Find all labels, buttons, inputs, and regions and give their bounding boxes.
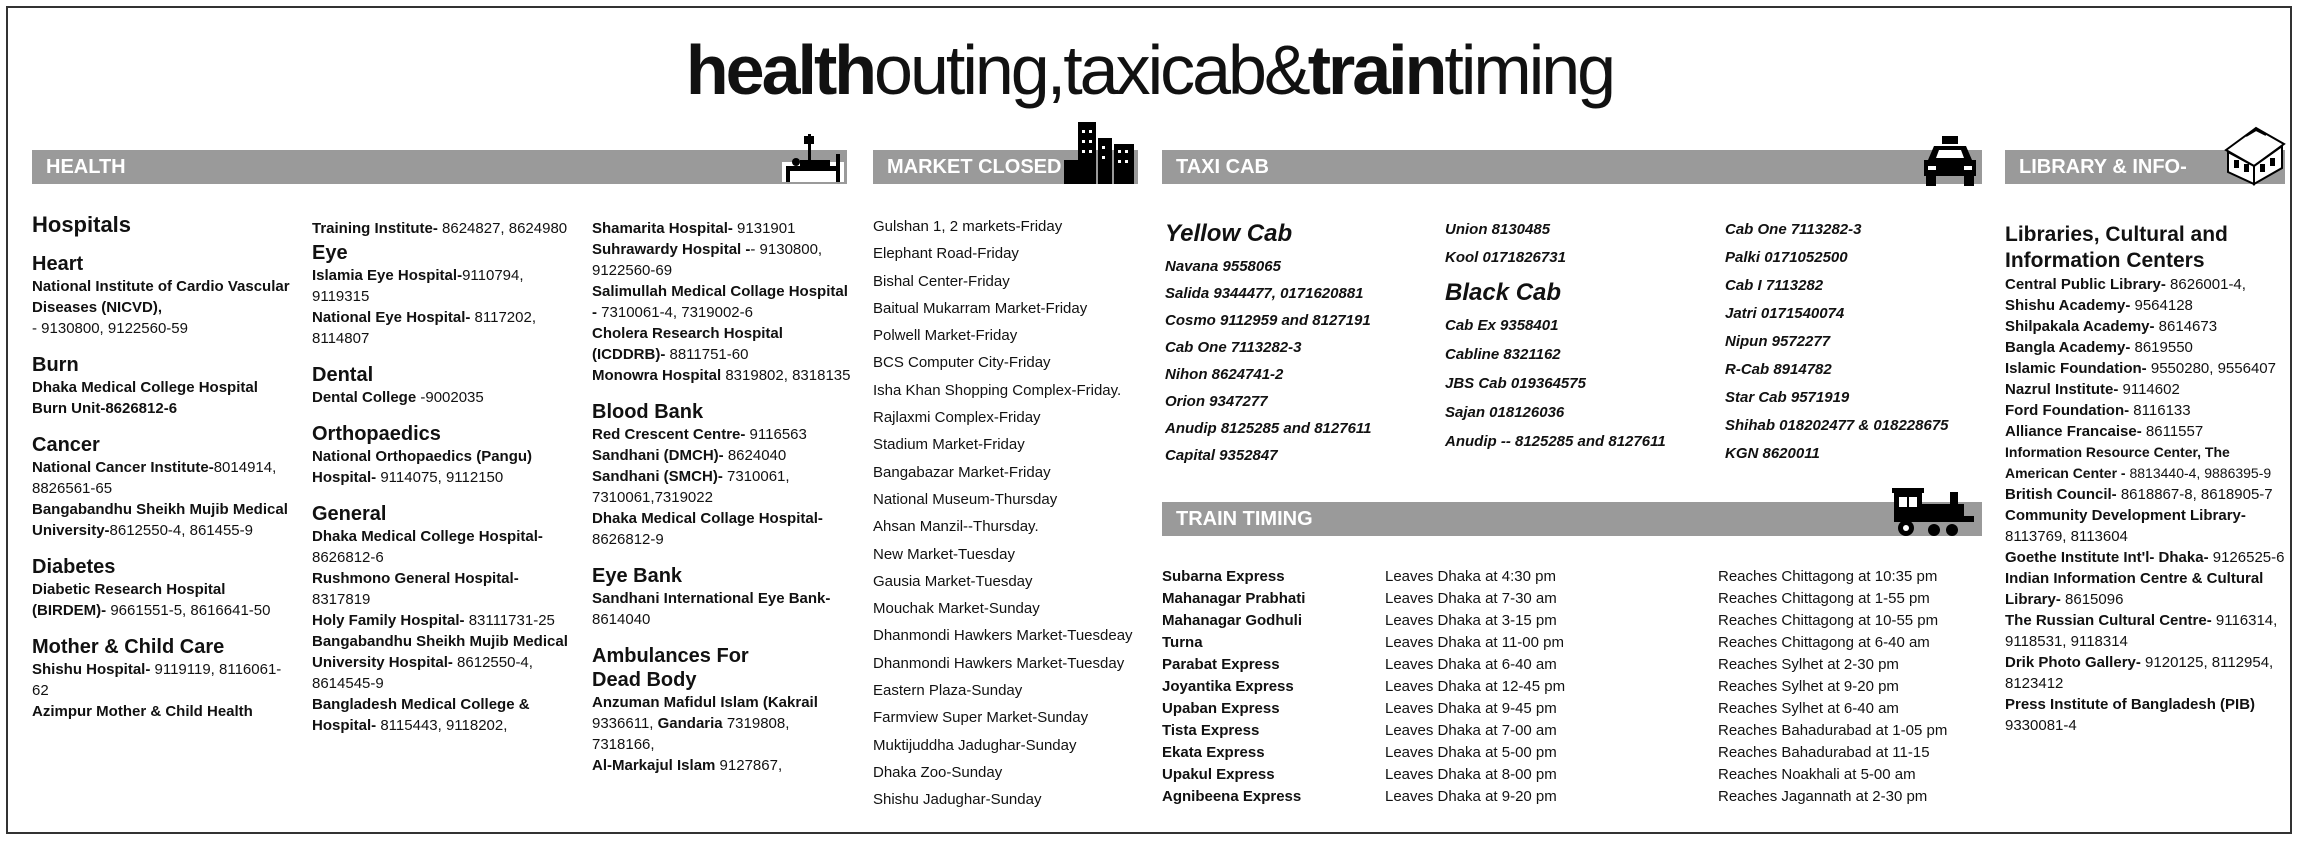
cancer-entry-1-name: National Cancer Institute- bbox=[32, 459, 214, 476]
market-item: Gausia Market-Tuesday bbox=[873, 572, 1033, 590]
col3-entry-3-name: Salimullah Medical Collage Hospital - bbox=[592, 283, 848, 321]
library-entry bbox=[2005, 442, 2290, 484]
general-entry-2 bbox=[312, 568, 572, 610]
taxi-entry: Cosmo 9112959 and 8127191 bbox=[1165, 312, 1371, 329]
library-entry-name: Central Public Library- bbox=[2005, 276, 2166, 293]
market-item: Dhanmondi Hawkers Market-Tuesday bbox=[873, 654, 1125, 672]
library-entry-phone: 8113769, 8113604 bbox=[2005, 528, 2128, 545]
taxi-entry: Shihab 018202477 & 018228675 bbox=[1725, 417, 1949, 434]
mother-entry-2 bbox=[32, 701, 292, 722]
heart-heading: Heart bbox=[32, 253, 84, 275]
market-item: Farmview Super Market-Sunday bbox=[873, 709, 1089, 727]
col3-entry-2 bbox=[592, 239, 852, 281]
library-entry-name: Ford Foundation- bbox=[2005, 402, 2130, 419]
taxi-entry: Anudip -- 8125285 and 8127611 bbox=[1445, 433, 1666, 450]
blood-entry-3-name: Sandhani (SMCH)- bbox=[592, 468, 723, 485]
blood-entry-3-phone: 7310061, 7310061,7319022 bbox=[592, 468, 790, 506]
col3-entry-1-phone: 9131901 bbox=[732, 220, 796, 237]
train-departures bbox=[1385, 566, 1685, 808]
library-entry bbox=[2005, 652, 2290, 694]
library-entry-name: The Russian Cultural Centre- bbox=[2005, 612, 2212, 629]
train-arrival: Reaches Noakhali at 5-00 am bbox=[1718, 766, 1916, 783]
cancer-entry-1-phone: 8014914, 8826561-65 bbox=[32, 459, 277, 497]
general-entry-3-name: Holy Family Hospital- bbox=[312, 612, 465, 629]
train-names bbox=[1162, 566, 1362, 808]
eye-entry-2-phone: 8117202, 8114807 bbox=[312, 309, 536, 347]
library-entry bbox=[2005, 505, 2290, 547]
cancer-entry-2-name: Bangabandhu Sheikh Mujib Medical University- bbox=[32, 501, 288, 539]
page-title bbox=[0, 30, 2299, 110]
market-item: Polwell Market-Friday bbox=[873, 327, 1018, 345]
market-item: Dhaka Zoo-Sunday bbox=[873, 763, 1003, 781]
ambulance-entry-1-phone-2: 7319808, 7318166, bbox=[592, 715, 790, 753]
market-item: Bangabazar Market-Friday bbox=[873, 463, 1051, 481]
taxi-entry: Cabline 8321162 bbox=[1445, 346, 1561, 363]
title-train: train bbox=[1307, 31, 1445, 109]
cancer-heading: Cancer bbox=[32, 434, 100, 456]
eye-entry-2 bbox=[312, 307, 572, 349]
taxi-entry: R-Cab 8914782 bbox=[1725, 361, 1832, 378]
train-arrival: Reaches Bahadurabad at 11-15 bbox=[1718, 744, 1930, 761]
col3-entry-4 bbox=[592, 323, 852, 365]
burn-entry-name: Dhaka Medical College Hospital bbox=[32, 379, 258, 396]
blood-bank-heading: Blood Bank bbox=[592, 401, 704, 423]
col3-entry-1-name: Shamarita Hospital- bbox=[592, 220, 733, 237]
training-entry-phone: 8624827, 8624980 bbox=[437, 220, 568, 237]
market-item: Gulshan 1, 2 markets-Friday bbox=[873, 218, 1063, 235]
burn-entry bbox=[32, 377, 292, 398]
library-entry bbox=[2005, 337, 2290, 358]
general-entry-3 bbox=[312, 610, 572, 631]
library-entry bbox=[2005, 484, 2290, 505]
taxi-entry: Navana 9558065 bbox=[1165, 258, 1281, 275]
market-item: Muktijuddha Jadughar-Sunday bbox=[873, 736, 1077, 754]
train-name: Tista Express bbox=[1162, 722, 1260, 739]
taxi-entry: Jatri 0171540074 bbox=[1725, 305, 1845, 322]
general-entry-3-phone: 83111731-25 bbox=[464, 612, 555, 629]
eye-entry-2-name: National Eye Hospital- bbox=[312, 309, 471, 326]
train-name: Mahanagar Godhuli bbox=[1162, 612, 1303, 629]
taxi-entry: Nihon 8624741-2 bbox=[1165, 366, 1284, 383]
burn-unit bbox=[32, 398, 292, 419]
title-outing: outing, bbox=[874, 31, 1064, 109]
col3-entry-5-phone: 8319802, 8318135 bbox=[721, 367, 851, 384]
train-name: Turna bbox=[1162, 634, 1203, 651]
health-bar bbox=[32, 150, 847, 184]
market-closed-list bbox=[873, 213, 1143, 814]
library-entry-phone: 8611557 bbox=[2141, 423, 2204, 440]
col3-entry-4-name: Cholera Research Hospital (ICDDRB)- bbox=[592, 325, 783, 363]
training-entry bbox=[312, 218, 572, 239]
general-heading: General bbox=[312, 503, 387, 525]
library-entry bbox=[2005, 274, 2290, 295]
ambulance-entry-1-name: Anzuman Mafidul Islam (Kakrail bbox=[592, 694, 818, 711]
train-arrival: Reaches Jagannath at 2-30 pm bbox=[1718, 788, 1928, 805]
library-entry-name: Press Institute of Bangladesh (PIB) bbox=[2005, 696, 2256, 713]
training-entry-name: Training Institute- bbox=[312, 220, 438, 237]
col3-entry-5-name: Monowra Hospital bbox=[592, 367, 722, 384]
eye-entry-1 bbox=[312, 265, 572, 307]
library-heading: Libraries, Cultural and Information Centers bbox=[2005, 223, 2228, 272]
library-entry-phone: 8615096 bbox=[2060, 591, 2124, 608]
title-taxicab: taxicab bbox=[1063, 31, 1264, 109]
library-entry-name: Drik Photo Gallery- bbox=[2005, 654, 2141, 671]
col3-entry-2-name: Suhrawardy Hospital - bbox=[592, 241, 751, 258]
taxi-column-3 bbox=[1725, 216, 1985, 468]
burn-unit-text: Burn Unit-8626812-6 bbox=[32, 400, 178, 417]
cancer-entry-2-phone: 8612550-4, 861455-9 bbox=[109, 522, 253, 539]
hospitals-heading: Hospitals bbox=[32, 212, 132, 237]
general-entry-2-phone: 8317819 bbox=[312, 591, 371, 608]
diabetes-heading: Diabetes bbox=[32, 556, 116, 578]
taxi-entry: Union 8130485 bbox=[1445, 221, 1551, 238]
library-entry-phone: 9114602 bbox=[2118, 381, 2180, 398]
market-item: Bishal Center-Friday bbox=[873, 272, 1010, 290]
train-arrival: Reaches Sylhet at 2-30 pm bbox=[1718, 656, 1899, 673]
train-arrival: Reaches Chittagong at 1-55 pm bbox=[1718, 590, 1930, 607]
taxi-bar-label: TAXI CAB bbox=[1176, 156, 1269, 178]
blood-entry-4-phone: 8626812-9 bbox=[592, 531, 664, 548]
black-cab-heading: Black Cab bbox=[1445, 279, 1562, 306]
library-entry-name: Islamic Foundation- bbox=[2005, 360, 2147, 377]
train-departure: Leaves Dhaka at 7-30 am bbox=[1385, 590, 1557, 607]
market-item: Rajlaxmi Complex-Friday bbox=[873, 409, 1041, 427]
blood-entry-1 bbox=[592, 424, 852, 445]
eye-bank-heading: Eye Bank bbox=[592, 565, 683, 587]
library-entry-name: Goethe Institute Int'l- Dhaka- bbox=[2005, 549, 2209, 566]
taxi-entry: Salida 9344477, 0171620881 bbox=[1165, 285, 1364, 302]
title-health: health bbox=[685, 31, 875, 109]
library-entry-phone: 9550280, 9556407 bbox=[2146, 360, 2276, 377]
train-departure: Leaves Dhaka at 8-00 pm bbox=[1385, 766, 1557, 783]
library-entry bbox=[2005, 358, 2290, 379]
general-entry-4-phone: 8612550-4, 8614545-9 bbox=[312, 654, 533, 692]
col3-entry-4-phone: 8811751-60 bbox=[665, 346, 749, 363]
health-bar-label: HEALTH bbox=[46, 156, 126, 178]
train-departure: Leaves Dhaka at 9-45 pm bbox=[1385, 700, 1557, 717]
train-arrival: Reaches Chittagong at 10-55 pm bbox=[1718, 612, 1939, 629]
ambulance-entry-1-name-2: Gandaria bbox=[657, 715, 723, 732]
eye-entry-1-phone: 9110794, 9119315 bbox=[312, 267, 524, 305]
train-arrival: Reaches Sylhet at 6-40 am bbox=[1718, 700, 1899, 717]
yellow-cab-heading: Yellow Cab bbox=[1165, 220, 1293, 247]
col3-entry-3 bbox=[592, 281, 852, 323]
general-entry-4 bbox=[312, 631, 572, 694]
library-entry bbox=[2005, 547, 2290, 568]
mother-entry-2-name: Azimpur Mother & Child Health bbox=[32, 703, 253, 720]
market-item: Mouchak Market-Sunday bbox=[873, 600, 1040, 618]
library-entry-phone: 9126525-6 bbox=[2208, 549, 2285, 566]
train-departure: Leaves Dhaka at 11-00 pm bbox=[1385, 634, 1564, 651]
market-item: Dhanmondi Hawkers Market-Tuesdeay bbox=[873, 627, 1133, 645]
blood-entry-2-name: Sandhani (DMCH)- bbox=[592, 447, 724, 464]
train-name: Upaban Express bbox=[1162, 700, 1280, 717]
train-arrival: Reaches Sylhet at 9-20 pm bbox=[1718, 678, 1899, 695]
market-bar-label: MARKET CLOSED bbox=[887, 156, 1062, 178]
train-name: Mahanagar Prabhati bbox=[1162, 590, 1306, 607]
market-item: Eastern Plaza-Sunday bbox=[873, 682, 1023, 700]
blood-entry-4 bbox=[592, 508, 852, 550]
ambulance-entry-1-phone: 9336611, bbox=[592, 715, 658, 732]
blood-entry-1-name: Red Crescent Centre- bbox=[592, 426, 746, 443]
col3-entry-2-phone: - 9130800, 9122560-69 bbox=[592, 241, 823, 279]
train-name: Joyantika Express bbox=[1162, 678, 1294, 695]
library-list bbox=[2005, 222, 2290, 736]
general-entry-4-name: Bangabandhu Sheikh Mujib Medical University Hospital- bbox=[312, 633, 568, 671]
ambulance-entry-2-phone: 9127867, bbox=[715, 757, 783, 774]
diabetes-entry-phone: 9661551-5, 8616641-50 bbox=[106, 602, 271, 619]
market-item: BCS Computer City-Friday bbox=[873, 354, 1051, 372]
train-bar-label: TRAIN TIMING bbox=[1176, 508, 1313, 530]
train-arrival: Reaches Chittagong at 10:35 pm bbox=[1718, 568, 1938, 585]
eye-bank-entry bbox=[592, 588, 852, 630]
library-entry-phone: 8619550 bbox=[2130, 339, 2193, 356]
market-item: National Museum-Thursday bbox=[873, 490, 1058, 508]
taxi-entry: Capital 9352847 bbox=[1165, 447, 1278, 464]
library-entry bbox=[2005, 568, 2290, 610]
col3-entry-1 bbox=[592, 218, 852, 239]
heart-phone: - 9130800, 9122560-59 bbox=[32, 320, 188, 337]
locomotive-icon bbox=[1890, 486, 1978, 540]
general-entry-1 bbox=[312, 526, 572, 568]
mother-entry-1-phone: 9119119, 8116061-62 bbox=[32, 661, 282, 699]
health-column-2 bbox=[312, 218, 572, 736]
train-departure: Leaves Dhaka at 9-20 pm bbox=[1385, 788, 1557, 805]
taxi-entry: Star Cab 9571919 bbox=[1725, 389, 1850, 406]
market-item: Isha Khan Shopping Complex-Friday. bbox=[873, 381, 1122, 399]
ambulance-entry-2-name: Al-Markajul Islam bbox=[592, 757, 716, 774]
mother-child-heading: Mother & Child Care bbox=[32, 636, 225, 658]
mother-entry-1 bbox=[32, 659, 292, 701]
train-name: Upakul Express bbox=[1162, 766, 1275, 783]
taxi-entry: KGN 8620011 bbox=[1725, 445, 1820, 462]
taxi-entry: Kool 0171826731 bbox=[1445, 249, 1566, 266]
train-departure: Leaves Dhaka at 5-00 pm bbox=[1385, 744, 1557, 761]
title-amp: & bbox=[1263, 31, 1308, 109]
hospital-bed-icon bbox=[780, 132, 850, 186]
library-entry-phone: 9564128 bbox=[2130, 297, 2193, 314]
blood-entry-3 bbox=[592, 466, 852, 508]
blood-entry-1-phone: 9116563 bbox=[745, 426, 807, 443]
dental-heading: Dental bbox=[312, 364, 374, 386]
taxi-column-2 bbox=[1445, 216, 1705, 457]
library-entry-name: Alliance Francaise- bbox=[2005, 423, 2142, 440]
heart-entry bbox=[32, 276, 292, 318]
train-departure: Leaves Dhaka at 6-40 am bbox=[1385, 656, 1557, 673]
dental-entry-name: Dental College bbox=[312, 389, 417, 406]
heart-entry-name: National Institute of Cardio Vascular Diseases (NICVD), bbox=[32, 278, 290, 316]
col3-entry-5 bbox=[592, 365, 852, 386]
library-entry-phone: 9120125, 8112954, 8123412 bbox=[2005, 654, 2274, 692]
general-entry-5 bbox=[312, 694, 572, 736]
library-entry-phone: 9330081-4 bbox=[2005, 717, 2077, 734]
blood-entry-2 bbox=[592, 445, 852, 466]
library-entry bbox=[2005, 316, 2290, 337]
market-item: Elephant Road-Friday bbox=[873, 245, 1019, 263]
train-bar bbox=[1162, 502, 1982, 536]
market-item: Ahsan Manzil--Thursday. bbox=[873, 518, 1039, 536]
diabetes-entry-name: Diabetic Research Hospital (BIRDEM)- bbox=[32, 581, 226, 619]
library-entry-phone: 8618867-8, 8618905-7 bbox=[2116, 486, 2273, 503]
library-building-icon bbox=[2222, 122, 2288, 188]
train-arrival: Reaches Bahadurabad at 1-05 pm bbox=[1718, 722, 1948, 739]
taxi-entry: Sajan 018126036 bbox=[1445, 404, 1565, 421]
general-entry-2-name: Rushmono General Hospital- bbox=[312, 570, 519, 587]
market-item: Baitual Mukarram Market-Friday bbox=[873, 299, 1088, 317]
train-departure: Leaves Dhaka at 12-45 pm bbox=[1385, 678, 1566, 695]
cancer-entry-2 bbox=[32, 499, 292, 541]
library-entry-phone: 8626001-4, bbox=[2165, 276, 2246, 293]
train-departure: Leaves Dhaka at 3-15 pm bbox=[1385, 612, 1557, 629]
col3-entry-3-phone: 7310061-4, 7319002-6 bbox=[597, 304, 753, 321]
train-arrival: Reaches Chittagong at 6-40 am bbox=[1718, 634, 1930, 651]
taxi-column-1 bbox=[1165, 215, 1425, 469]
library-entry-phone: 8813440-4, 9886395-9 bbox=[2125, 465, 2272, 481]
library-entry bbox=[2005, 400, 2290, 421]
ortho-entry-phone: 9114075, 9112150 bbox=[376, 469, 504, 486]
diabetes-entry bbox=[32, 579, 292, 621]
general-entry-5-name: Bangladesh Medical College & Hospital- bbox=[312, 696, 530, 734]
taxi-entry: Nipun 9572277 bbox=[1725, 333, 1831, 350]
dental-entry-phone: -9002035 bbox=[416, 389, 484, 406]
health-column-3 bbox=[592, 218, 852, 776]
ambulance-entry-1 bbox=[592, 692, 852, 755]
taxi-icon bbox=[1920, 134, 1980, 190]
library-entry-name: Nazrul Institute- bbox=[2005, 381, 2119, 398]
market-item: New Market-Tuesday bbox=[873, 545, 1015, 563]
eye-bank-entry-name: Sandhani International Eye Bank- bbox=[592, 590, 831, 607]
train-name: Subarna Express bbox=[1162, 568, 1285, 585]
cancer-entry-1 bbox=[32, 457, 292, 499]
library-bar-label: LIBRARY & INFO- bbox=[2019, 156, 2187, 178]
general-entry-1-name: Dhaka Medical College Hospital- bbox=[312, 528, 543, 545]
mother-entry-1-name: Shishu Hospital- bbox=[32, 661, 151, 678]
taxi-entry: JBS Cab 019364575 bbox=[1445, 375, 1586, 392]
general-entry-1-phone: 8626812-6 bbox=[312, 549, 384, 566]
taxi-entry: Orion 9347277 bbox=[1165, 393, 1268, 410]
burn-heading: Burn bbox=[32, 354, 79, 376]
taxi-entry: Palki 0171052500 bbox=[1725, 249, 1848, 266]
market-item: Shishu Jadughar-Sunday bbox=[873, 791, 1042, 809]
ortho-entry bbox=[312, 446, 572, 488]
library-entry bbox=[2005, 610, 2290, 652]
train-name: Parabat Express bbox=[1162, 656, 1280, 673]
library-entry-name: Bangla Academy- bbox=[2005, 339, 2131, 356]
ortho-entry-name: National Orthopaedics (Pangu) Hospital- bbox=[312, 448, 533, 486]
taxi-entry: Cab I 7113282 bbox=[1725, 277, 1824, 294]
train-name: Ekata Express bbox=[1162, 744, 1265, 761]
library-entry-name: Shishu Academy- bbox=[2005, 297, 2131, 314]
eye-entry-1-name: Islamia Eye Hospital- bbox=[312, 267, 463, 284]
general-entry-5-phone: 8115443, 9118202, bbox=[376, 717, 508, 734]
taxi-entry: Anudip 8125285 and 8127611 bbox=[1165, 420, 1372, 437]
taxi-entry: Cab Ex 9358401 bbox=[1445, 317, 1559, 334]
train-departure: Leaves Dhaka at 7-00 am bbox=[1385, 722, 1557, 739]
health-column-1 bbox=[32, 212, 292, 722]
taxi-entry: Cab One 7113282-3 bbox=[1165, 339, 1302, 356]
library-entry-name: Indian Information Centre & Cultural Library- bbox=[2005, 570, 2264, 608]
library-entry-name: Shilpakala Academy- bbox=[2005, 318, 2155, 335]
eye-bank-entry-phone: 8614040 bbox=[592, 611, 651, 628]
library-entry-phone: 8614673 bbox=[2154, 318, 2218, 335]
city-buildings-icon bbox=[1062, 120, 1138, 186]
eye-heading: Eye bbox=[312, 242, 348, 264]
library-entry-name: Information Resource Center, The American Center - bbox=[2005, 444, 2230, 481]
library-entry bbox=[2005, 295, 2290, 316]
orthopaedics-heading: Orthopaedics bbox=[312, 423, 441, 445]
library-entry bbox=[2005, 379, 2290, 400]
ambulance-entry-2 bbox=[592, 755, 852, 776]
train-departure: Leaves Dhaka at 4:30 pm bbox=[1385, 568, 1556, 585]
blood-entry-2-phone: 8624040 bbox=[723, 447, 787, 464]
train-name: Agnibeena Express bbox=[1162, 788, 1302, 805]
library-entry-phone: 8116133 bbox=[2129, 402, 2191, 419]
library-entry-phone: 9116314, 9118531, 9118314 bbox=[2005, 612, 2278, 650]
taxi-entry: Cab One 7113282-3 bbox=[1725, 221, 1862, 238]
ambulances-heading: Ambulances For Dead Body bbox=[592, 645, 749, 691]
title-timing: timing bbox=[1444, 31, 1614, 109]
library-entry-name: British Council- bbox=[2005, 486, 2117, 503]
market-item: Stadium Market-Friday bbox=[873, 436, 1025, 454]
dental-entry bbox=[312, 387, 572, 408]
taxi-bar bbox=[1162, 150, 1982, 184]
train-arrivals bbox=[1718, 566, 1998, 808]
blood-entry-4-name: Dhaka Medical Collage Hospital- bbox=[592, 510, 823, 527]
library-entry bbox=[2005, 421, 2290, 442]
library-entry bbox=[2005, 694, 2290, 736]
library-entry-name: Community Development Library- bbox=[2005, 507, 2246, 524]
